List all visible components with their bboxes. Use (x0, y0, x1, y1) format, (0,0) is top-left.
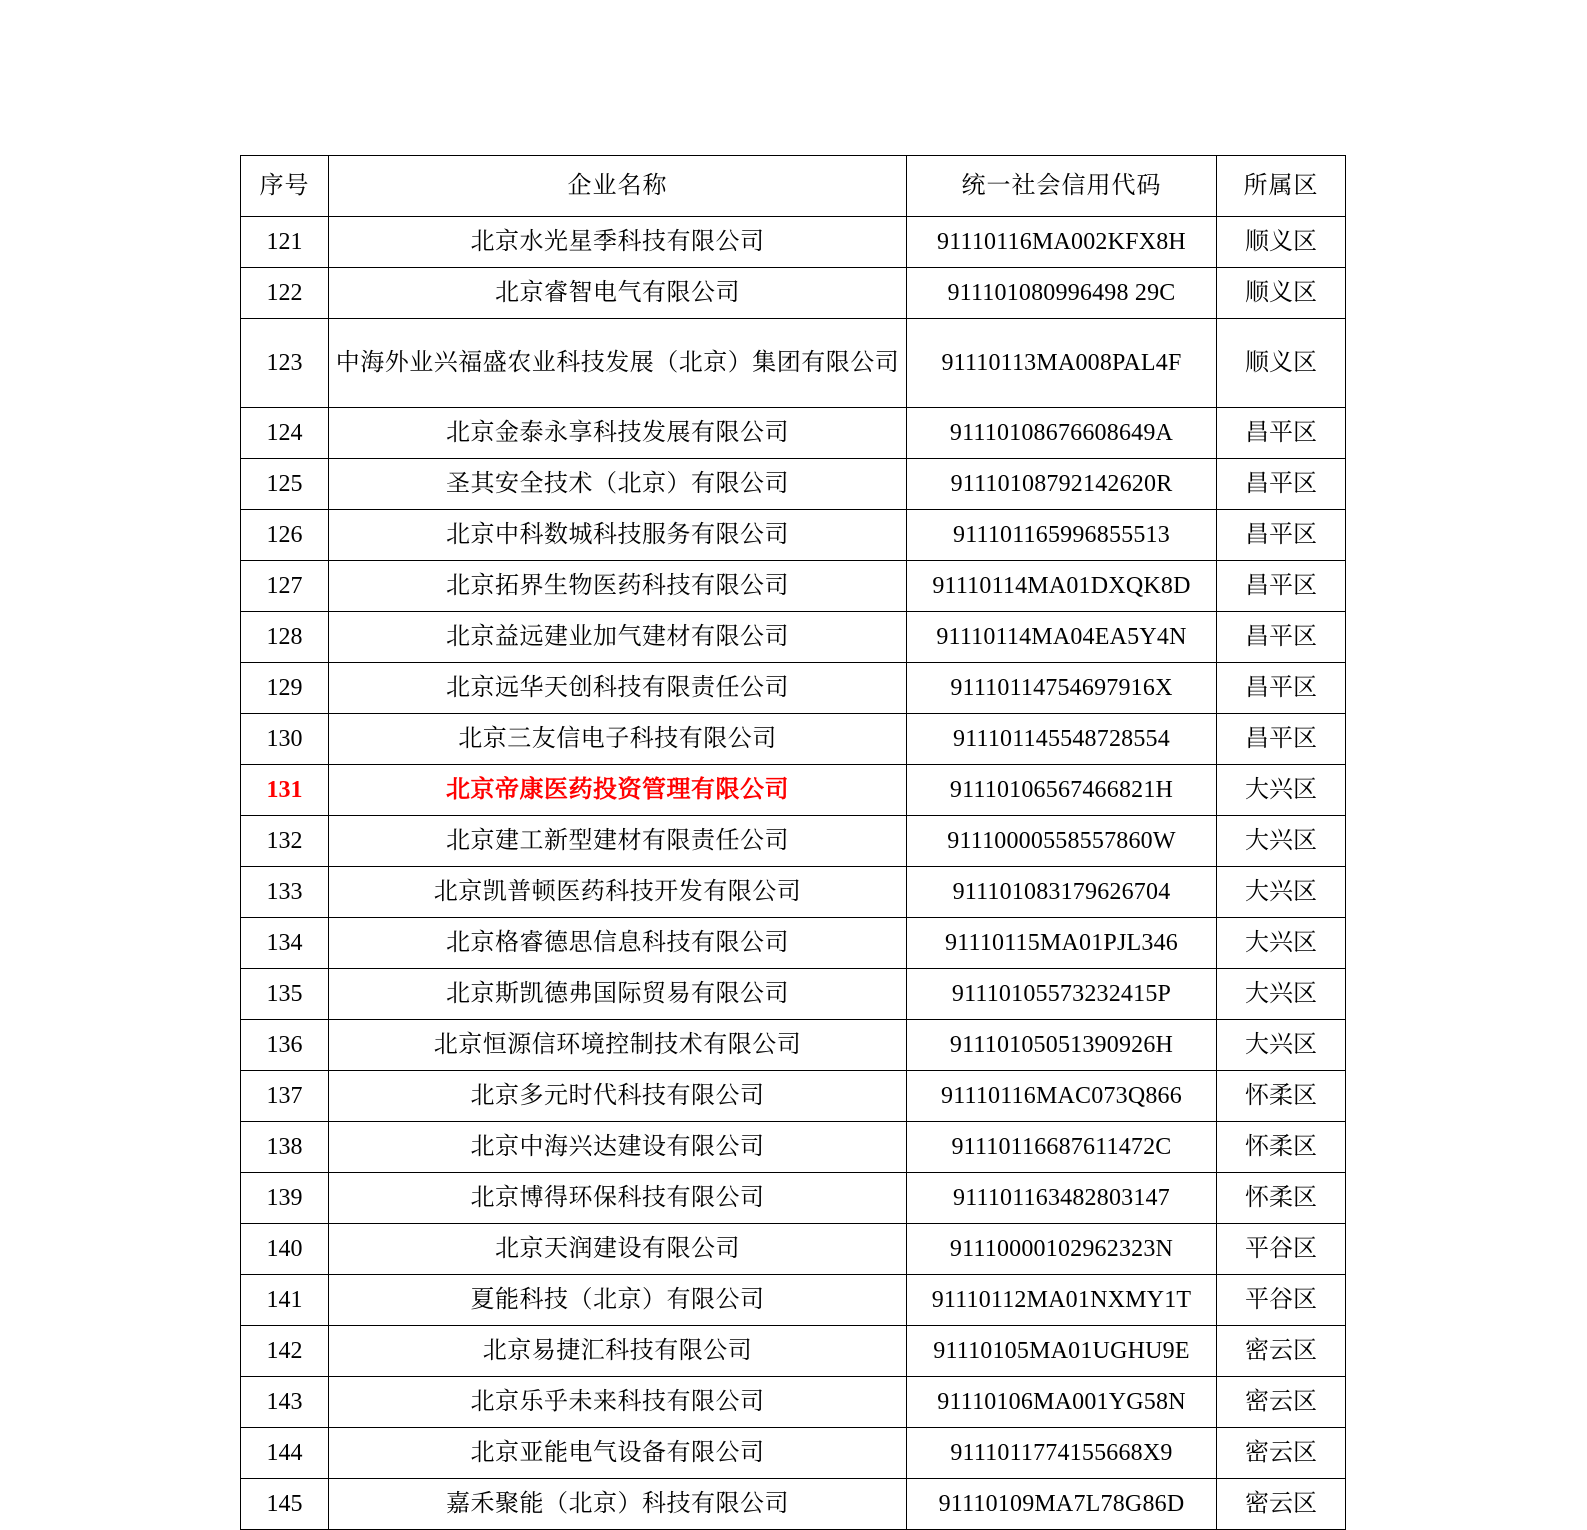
cell-district: 昌平区 (1217, 663, 1346, 714)
cell-enterprise-name: 北京恒源信环境控制技术有限公司 (329, 1020, 907, 1071)
column-header-credit-code: 统一社会信用代码 (907, 156, 1217, 217)
cell-district: 顺义区 (1217, 319, 1346, 408)
cell-district: 密云区 (1217, 1479, 1346, 1530)
cell-enterprise-name: 北京斯凯德弗国际贸易有限公司 (329, 969, 907, 1020)
cell-district: 大兴区 (1217, 867, 1346, 918)
cell-enterprise-name: 北京亚能电气设备有限公司 (329, 1428, 907, 1479)
table-row (241, 714, 1346, 765)
cell-index: 144 (241, 1428, 329, 1479)
cell-enterprise-name: 北京多元时代科技有限公司 (329, 1071, 907, 1122)
cell-index: 130 (241, 714, 329, 765)
cell-enterprise-name: 北京远华天创科技有限责任公司 (329, 663, 907, 714)
enterprise-registry-table (240, 155, 1346, 1530)
cell-credit-code: 91110109MA7L78G86D (907, 1479, 1217, 1530)
column-header-district: 所属区 (1217, 156, 1346, 217)
table-row (241, 612, 1346, 663)
table-row (241, 319, 1346, 408)
cell-district: 昌平区 (1217, 561, 1346, 612)
cell-district: 密云区 (1217, 1428, 1346, 1479)
cell-credit-code: 91110116687611472C (907, 1122, 1217, 1173)
cell-enterprise-name: 北京乐乎未来科技有限公司 (329, 1377, 907, 1428)
cell-index: 136 (241, 1020, 329, 1071)
cell-index: 123 (241, 319, 329, 408)
cell-district: 密云区 (1217, 1326, 1346, 1377)
table-row (241, 969, 1346, 1020)
cell-index: 145 (241, 1479, 329, 1530)
cell-index: 139 (241, 1173, 329, 1224)
column-header-index: 序号 (241, 156, 329, 217)
cell-enterprise-name: 北京中海兴达建设有限公司 (329, 1122, 907, 1173)
cell-credit-code: 9111011774155668X9 (907, 1428, 1217, 1479)
cell-credit-code: 91110106567466821H (907, 765, 1217, 816)
cell-district: 大兴区 (1217, 816, 1346, 867)
cell-enterprise-name: 北京睿智电气有限公司 (329, 268, 907, 319)
cell-index: 128 (241, 612, 329, 663)
cell-index: 134 (241, 918, 329, 969)
cell-credit-code: 911101080996498 29C (907, 268, 1217, 319)
cell-credit-code: 91110116MAC073Q866 (907, 1071, 1217, 1122)
table-row (241, 867, 1346, 918)
cell-district: 大兴区 (1217, 969, 1346, 1020)
cell-enterprise-name: 嘉禾聚能（北京）科技有限公司 (329, 1479, 907, 1530)
cell-credit-code: 91110114MA04EA5Y4N (907, 612, 1217, 663)
cell-enterprise-name: 北京金泰永享科技发展有限公司 (329, 408, 907, 459)
table-row (241, 408, 1346, 459)
cell-district: 大兴区 (1217, 765, 1346, 816)
cell-index: 125 (241, 459, 329, 510)
cell-credit-code: 91110113MA008PAL4F (907, 319, 1217, 408)
cell-district: 怀柔区 (1217, 1071, 1346, 1122)
cell-enterprise-name: 北京易捷汇科技有限公司 (329, 1326, 907, 1377)
table-row (241, 1479, 1346, 1530)
cell-credit-code: 91110106MA001YG58N (907, 1377, 1217, 1428)
cell-enterprise-name: 北京建工新型建材有限责任公司 (329, 816, 907, 867)
cell-credit-code: 91110116MA002KFX8H (907, 217, 1217, 268)
cell-enterprise-name: 北京博得环保科技有限公司 (329, 1173, 907, 1224)
cell-district: 昌平区 (1217, 510, 1346, 561)
cell-district: 昌平区 (1217, 612, 1346, 663)
cell-credit-code: 91110105573232415P (907, 969, 1217, 1020)
cell-index: 142 (241, 1326, 329, 1377)
cell-enterprise-name: 北京拓界生物医药科技有限公司 (329, 561, 907, 612)
cell-index: 127 (241, 561, 329, 612)
cell-enterprise-name: 夏能科技（北京）有限公司 (329, 1275, 907, 1326)
cell-district: 平谷区 (1217, 1224, 1346, 1275)
cell-enterprise-name: 中海外业兴福盛农业科技发展（北京）集团有限公司 (329, 319, 907, 408)
cell-index: 138 (241, 1122, 329, 1173)
cell-credit-code: 91110105MA01UGHU9E (907, 1326, 1217, 1377)
table-row (241, 1224, 1346, 1275)
table-row (241, 1428, 1346, 1479)
cell-index: 137 (241, 1071, 329, 1122)
cell-credit-code: 91110000102962323N (907, 1224, 1217, 1275)
cell-index: 124 (241, 408, 329, 459)
table-row (241, 561, 1346, 612)
cell-index: 133 (241, 867, 329, 918)
cell-enterprise-name: 北京凯普顿医药科技开发有限公司 (329, 867, 907, 918)
cell-district: 平谷区 (1217, 1275, 1346, 1326)
cell-district: 怀柔区 (1217, 1122, 1346, 1173)
table-row (241, 1377, 1346, 1428)
cell-enterprise-name: 北京帝康医药投资管理有限公司 (329, 765, 907, 816)
table-row (241, 268, 1346, 319)
cell-enterprise-name: 圣其安全技术（北京）有限公司 (329, 459, 907, 510)
cell-index: 141 (241, 1275, 329, 1326)
cell-district: 大兴区 (1217, 918, 1346, 969)
cell-index: 143 (241, 1377, 329, 1428)
cell-credit-code: 91110115MA01PJL346 (907, 918, 1217, 969)
cell-credit-code: 91110114MA01DXQK8D (907, 561, 1217, 612)
table-header-row (241, 156, 1346, 217)
cell-credit-code: 91110000558557860W (907, 816, 1217, 867)
table-row (241, 1275, 1346, 1326)
cell-enterprise-name: 北京中科数城科技服务有限公司 (329, 510, 907, 561)
cell-credit-code: 91110105051390926H (907, 1020, 1217, 1071)
table-row (241, 1173, 1346, 1224)
column-header-enterprise-name: 企业名称 (329, 156, 907, 217)
cell-credit-code: 911101163482803147 (907, 1173, 1217, 1224)
cell-index: 122 (241, 268, 329, 319)
cell-credit-code: 91110114754697916X (907, 663, 1217, 714)
cell-index: 135 (241, 969, 329, 1020)
cell-credit-code: 911101083179626704 (907, 867, 1217, 918)
cell-index: 126 (241, 510, 329, 561)
table-header (241, 156, 1346, 217)
cell-credit-code: 91110108676608649A (907, 408, 1217, 459)
cell-enterprise-name: 北京益远建业加气建材有限公司 (329, 612, 907, 663)
table-row (241, 459, 1346, 510)
table-row (241, 510, 1346, 561)
cell-enterprise-name: 北京天润建设有限公司 (329, 1224, 907, 1275)
cell-index: 131 (241, 765, 329, 816)
cell-district: 大兴区 (1217, 1020, 1346, 1071)
cell-district: 顺义区 (1217, 268, 1346, 319)
cell-index: 121 (241, 217, 329, 268)
table-row (241, 1326, 1346, 1377)
table-body (241, 217, 1346, 1530)
table-row (241, 765, 1346, 816)
table-row (241, 918, 1346, 969)
cell-district: 顺义区 (1217, 217, 1346, 268)
cell-enterprise-name: 北京水光星季科技有限公司 (329, 217, 907, 268)
table-row (241, 1020, 1346, 1071)
cell-index: 140 (241, 1224, 329, 1275)
table-row (241, 663, 1346, 714)
cell-credit-code: 911101145548728554 (907, 714, 1217, 765)
table-row (241, 816, 1346, 867)
cell-index: 129 (241, 663, 329, 714)
cell-credit-code: 91110108792142620R (907, 459, 1217, 510)
cell-index: 132 (241, 816, 329, 867)
cell-enterprise-name: 北京三友信电子科技有限公司 (329, 714, 907, 765)
table-row (241, 217, 1346, 268)
table-row (241, 1122, 1346, 1173)
cell-enterprise-name: 北京格睿德思信息科技有限公司 (329, 918, 907, 969)
cell-credit-code: 911101165996855513 (907, 510, 1217, 561)
cell-district: 密云区 (1217, 1377, 1346, 1428)
cell-district: 昌平区 (1217, 714, 1346, 765)
cell-district: 怀柔区 (1217, 1173, 1346, 1224)
cell-district: 昌平区 (1217, 459, 1346, 510)
table-row (241, 1071, 1346, 1122)
cell-credit-code: 91110112MA01NXMY1T (907, 1275, 1217, 1326)
cell-district: 昌平区 (1217, 408, 1346, 459)
